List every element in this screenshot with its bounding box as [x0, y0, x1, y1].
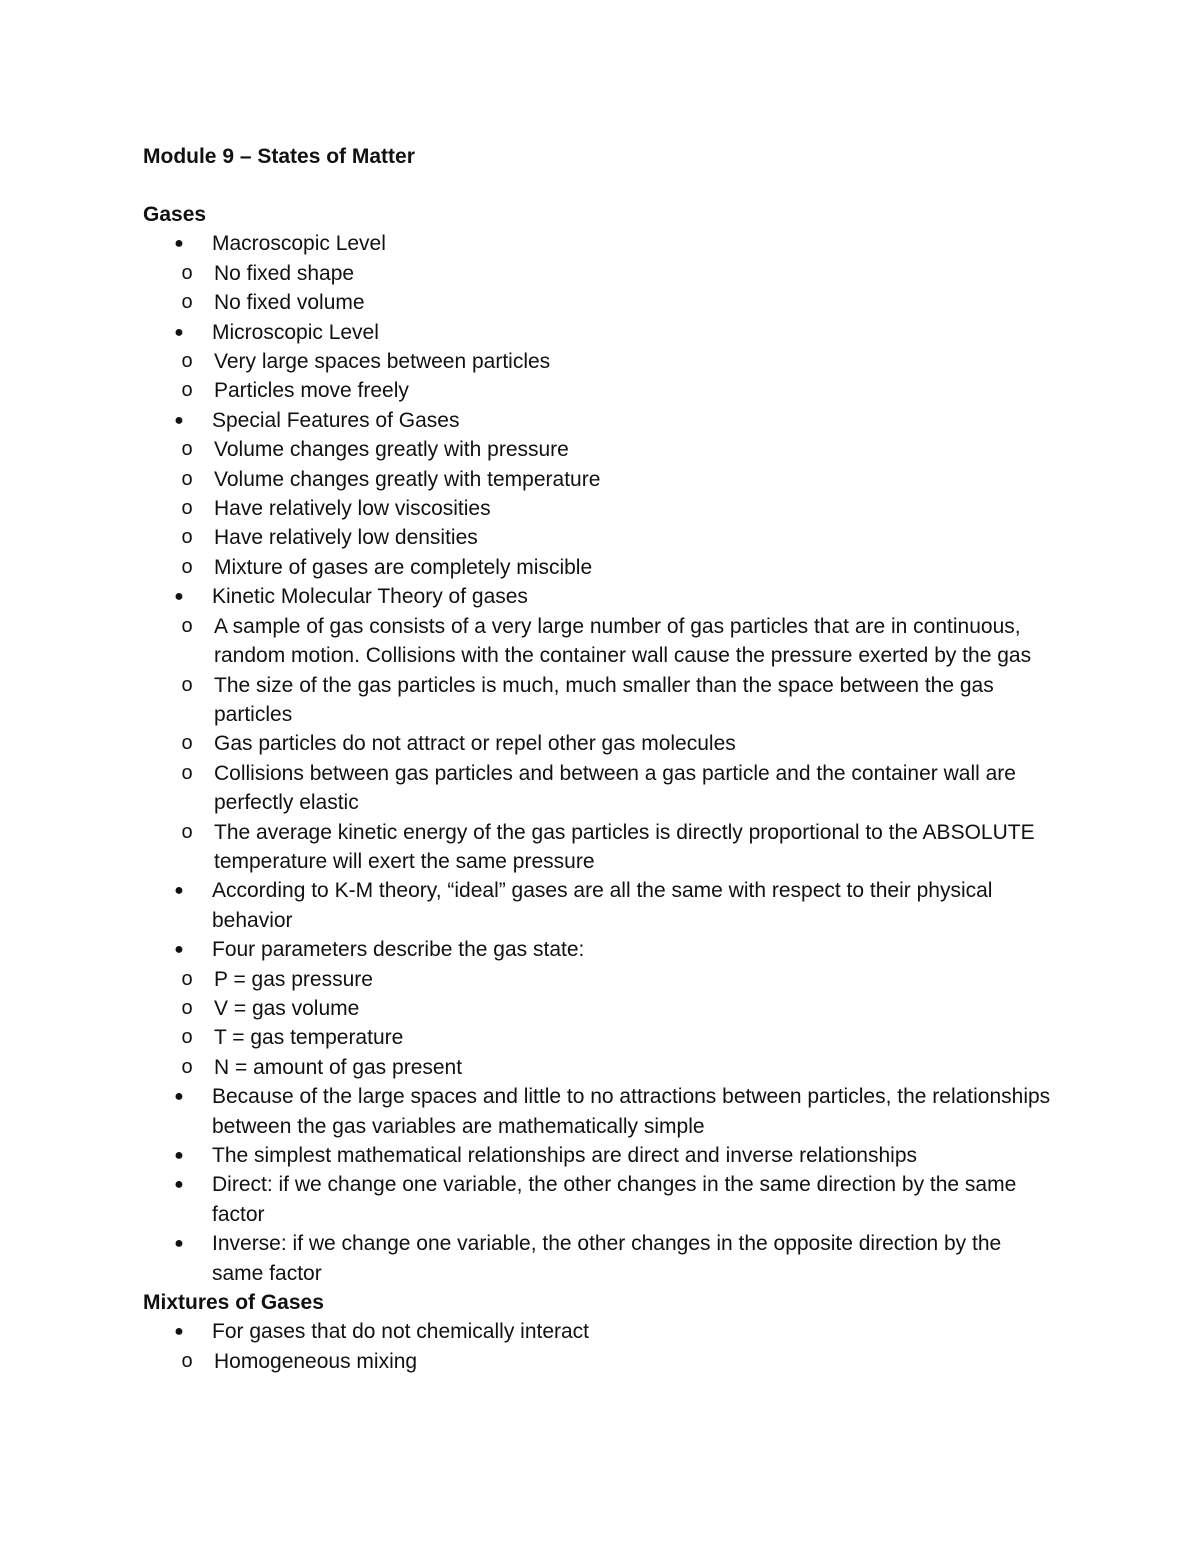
list-item-text: Direct: if we change one variable, the other changes in the same direction by the same factor [212, 1173, 1017, 1226]
bullet-circle-icon: o [181, 438, 193, 461]
sub-bullet-list [143, 347, 1053, 406]
bullet-dot-icon: ● [174, 1235, 184, 1253]
list-item-text: The simplest mathematical relationships are direct and inverse relationships [212, 1144, 917, 1167]
list-item [143, 229, 1053, 258]
bullet-dot-icon: ● [174, 235, 184, 253]
sub-list-item-text: Gas particles do not attract or repel other gas molecules [214, 732, 736, 756]
sub-list-item-text: The average kinetic energy of the gas particles is directly proportional to the ABSOLUTE temperature will exert the same pressure [214, 820, 1035, 873]
list-item-text: Microscopic Level [212, 320, 379, 344]
sub-bullet-list [143, 612, 1053, 877]
list-item-text: Macroscopic Level [212, 232, 386, 256]
bullet-dot-icon: ● [174, 1088, 184, 1106]
list-item [143, 318, 1053, 347]
bullet-dot-icon: ● [174, 323, 184, 341]
list-item-text: Inverse: if we change one variable, the other changes in the opposite direction by the same factor [212, 1232, 1002, 1285]
section-heading: Mixtures of Gases [143, 1291, 324, 1315]
bullet-list [143, 229, 1053, 1288]
bullet-dot-icon: ● [174, 588, 184, 606]
list-item [143, 935, 1053, 964]
sub-list-item-text: The size of the gas particles is much, much smaller than the space between the gas particles [214, 673, 994, 726]
sub-list-item-text: Very large spaces between particles [214, 350, 551, 374]
document-body [143, 200, 1053, 1376]
sub-list-item-text: A sample of gas consists of a very large number of gas particles that are in continuous, random motion. Collisions with the container wall cause the pressure exerted by the gas [214, 614, 1032, 668]
sub-list-item-text: Collisions between gas particles and between a gas particle and the container wall are perfectly elastic [214, 761, 1016, 815]
sub-list-item [143, 612, 1053, 671]
sub-list-item-text: P = gas pressure [214, 967, 373, 991]
sub-list-item-text: Volume changes greatly with pressure [214, 438, 569, 462]
sub-bullet-list [143, 259, 1053, 318]
bullet-circle-icon: o [181, 820, 193, 843]
bullet-circle-icon: o [181, 673, 193, 696]
bullet-circle-icon: o [181, 1026, 193, 1049]
list-item [143, 1082, 1053, 1141]
sub-list-item [143, 1023, 1053, 1052]
sub-bullet-list [143, 1347, 1053, 1376]
sub-list-item-text: Have relatively low densities [214, 526, 478, 550]
bullet-circle-icon: o [181, 379, 193, 402]
bullet-dot-icon: ● [174, 882, 184, 900]
sub-list-item-text: N = amount of gas present [214, 1055, 463, 1079]
list-item [143, 1229, 1053, 1288]
bullet-circle-icon: o [181, 497, 193, 520]
bullet-dot-icon: ● [174, 411, 184, 429]
bullet-circle-icon: o [181, 967, 193, 990]
list-item-text: Four parameters describe the gas state: [212, 938, 585, 962]
sub-list-item [143, 965, 1053, 994]
list-item-text: For gases that do not chemically interact [212, 1320, 590, 1344]
bullet-dot-icon: ● [174, 1147, 184, 1164]
bullet-dot-icon: ● [174, 941, 184, 959]
list-item [143, 582, 1053, 611]
bullet-circle-icon: o [181, 526, 193, 549]
sub-list-item [143, 553, 1053, 582]
bullet-circle-icon: o [181, 467, 193, 490]
bullet-circle-icon: o [181, 761, 193, 784]
sub-list-item [143, 347, 1053, 376]
sub-list-item-text: Homogeneous mixing [214, 1349, 418, 1373]
list-item [143, 1317, 1053, 1346]
sub-list-item [143, 1053, 1053, 1082]
list-item-text: Special Features of Gases [212, 408, 460, 432]
sub-list-item [143, 288, 1053, 317]
bullet-circle-icon: o [181, 1349, 193, 1372]
sub-list-item [143, 523, 1053, 552]
bullet-circle-icon: o [181, 350, 193, 373]
sub-list-item-text: V = gas volume [214, 996, 360, 1020]
sub-list-item-text: Have relatively low viscosities [214, 497, 491, 521]
sub-list-item [143, 994, 1053, 1023]
list-item [143, 1170, 1053, 1229]
list-item [143, 1141, 1053, 1170]
bullet-circle-icon: o [181, 555, 193, 578]
sub-list-item [143, 259, 1053, 288]
document-title: Module 9 – States of Matter [143, 145, 415, 168]
sub-list-item [143, 818, 1053, 877]
sub-bullet-list [143, 435, 1053, 582]
sub-list-item [143, 671, 1053, 730]
section-heading: Gases [143, 203, 207, 226]
sub-list-item [143, 759, 1053, 818]
sub-list-item [143, 1347, 1053, 1376]
sub-list-item-text: Mixture of gases are completely miscible [214, 555, 593, 579]
list-item [143, 406, 1053, 435]
bullet-circle-icon: o [181, 996, 193, 1019]
bullet-circle-icon: o [181, 291, 193, 314]
sub-list-item [143, 435, 1053, 464]
sub-list-item-text: T = gas temperature [214, 1026, 404, 1050]
sub-list-item [143, 376, 1053, 405]
spacer [143, 172, 1053, 200]
list-item [143, 876, 1053, 935]
bullet-circle-icon: o [181, 614, 193, 637]
sub-list-item [143, 465, 1053, 494]
bullet-circle-icon: o [181, 732, 193, 755]
sub-list-item-text: Particles move freely [214, 379, 409, 403]
sub-list-item-text: Volume changes greatly with temperature [214, 467, 601, 491]
bullet-dot-icon: ● [174, 1323, 184, 1341]
sub-list-item [143, 729, 1053, 758]
bullet-list [143, 1317, 1053, 1376]
list-item-text: According to K-M theory, “ideal” gases are all the same with respect to their physical behavior [212, 879, 993, 932]
sub-bullet-list [143, 965, 1053, 1083]
bullet-circle-icon: o [181, 1055, 193, 1078]
sub-list-item-text: No fixed shape [214, 261, 355, 285]
list-item-text: Kinetic Molecular Theory of gases [212, 585, 528, 609]
sub-list-item-text: No fixed volume [214, 291, 365, 315]
document-page [143, 142, 1053, 1376]
list-item-text: Because of the large spaces and little to no attractions between particles, the relationships between the gas variables are mathematically simple [212, 1085, 1051, 1138]
bullet-circle-icon: o [181, 261, 193, 284]
bullet-dot-icon: ● [174, 1176, 184, 1194]
sub-list-item [143, 494, 1053, 523]
